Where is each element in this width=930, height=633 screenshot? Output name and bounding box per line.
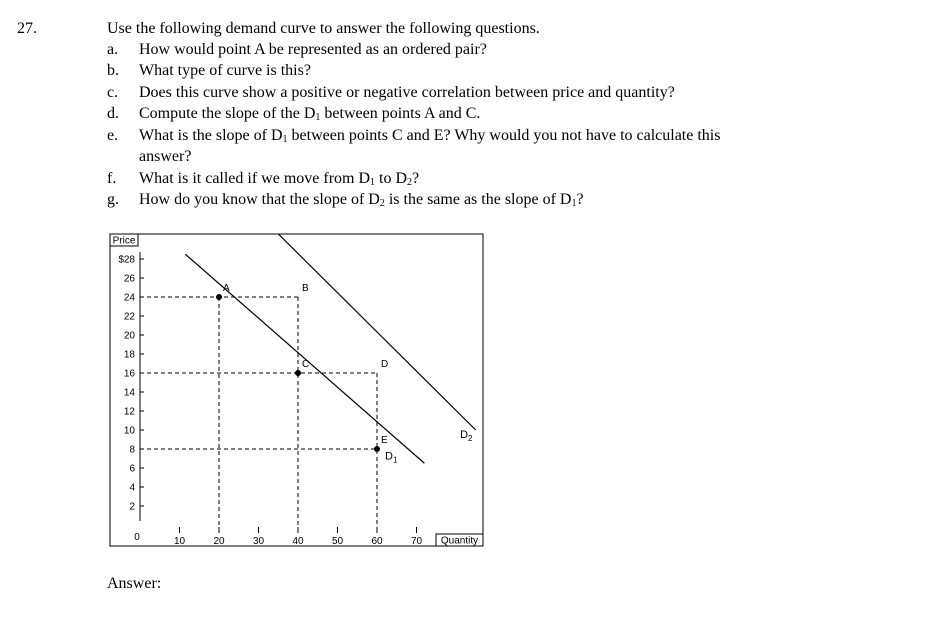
item-text: What is it called if we move from $D_1$ to $D_2$? [139,170,420,188]
y-tick-label: $28 [118,254,135,266]
y-tick-label: 22 [123,311,135,323]
x-axis-label: Quantity [440,535,479,547]
y-tick-label: 16 [123,368,135,380]
y-tick-label: 12 [123,406,135,418]
x-tick-label: 60 [371,536,383,547]
origin-label: 0 [134,532,140,543]
y-tick-label: 8 [129,444,135,456]
x-tick-label: 10 [173,536,186,547]
chart-frame [110,234,483,546]
y-tick-label: 6 [129,463,135,475]
curve-label-d2: $D_2$ [460,428,473,443]
item-letter: f. [107,170,117,187]
x-tick-label: 40 [292,536,304,547]
y-tick-label: 2 [129,501,135,513]
item-letter: c. [107,84,119,101]
item-letter: d. [107,105,119,122]
y-tick-label: 26 [123,273,135,285]
point-a-marker [216,294,222,300]
point-c-label: C [302,359,310,370]
x-tick-label: 20 [213,536,225,547]
item-text: What type of curve is this? [139,62,311,79]
point-c-marker [295,370,301,376]
answer-label: Answer: [107,575,162,592]
point-d-label: D [381,359,389,370]
curve-label-d1: $D_1$ [385,450,398,465]
point-b-label: B [302,283,309,294]
y-tick-label: 10 [123,425,135,437]
x-tick-label: 50 [331,536,344,547]
point-a-label: A [223,283,230,294]
item-text: What is the slope of $D_1$ between points C and E? Why would you not have to calculate this [139,127,721,145]
item-text: Does this curve show a positive or negative correlation between price and quantity? [139,84,675,101]
y-tick-label: 18 [123,349,135,361]
item-text: Compute the slope of the $D_1$ between points A and C. [139,105,481,123]
y-tick-label: 20 [123,330,135,342]
item-text: answer? [139,148,192,165]
y-tick-label: 4 [129,482,135,494]
item-text: How would point A be represented as an ordered pair? [139,41,487,58]
item-text: How do you know that the slope of $D_2$ is the same as the slope of $D_1$? [139,191,584,209]
x-tick-label: 70 [410,536,423,547]
y-tick-label: 24 [123,292,135,304]
item-letter: b. [107,62,119,79]
question-number: 27. [17,20,37,37]
question-intro: Use the following demand curve to answer the following questions. [107,20,540,37]
item-letter: a. [107,41,119,58]
x-tick-label: 30 [252,536,265,547]
y-axis-label: Price [112,235,136,247]
point-e-marker [374,446,380,452]
point-e-label: E [381,435,388,446]
y-tick-label: 14 [123,387,135,399]
item-letter: e. [107,127,119,144]
item-letter: g. [107,191,119,208]
